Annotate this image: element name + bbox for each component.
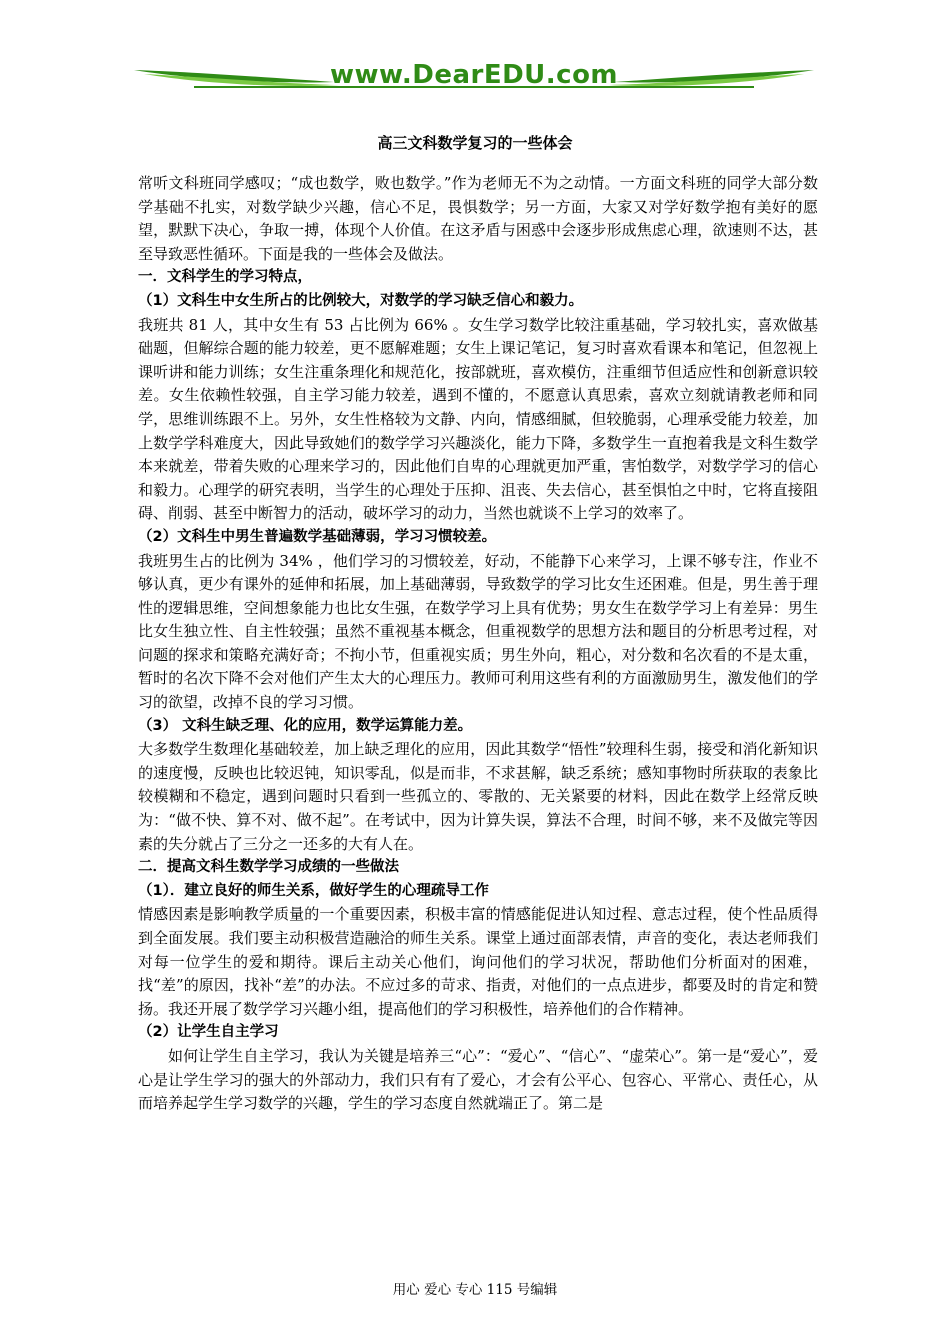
document-title: 高三文科数学复习的一些体会 xyxy=(377,134,573,152)
paragraph: 我班男生占的比例为 34% ，他们学习的习惯较差，好动，不能静下心来学习，上课不够专注，作业不够认真，更少有课外的延伸和拓展，加上基础薄弱，导致数学的学习比女生还困难。但是，男生善于理性的逻辑思维，空间想象能力也比女生强，在数学学习上具有优势；男女生在数学学习上有差异：男生比女生独立性、自主性较强；虽然不重视基本概念，但重视数学的思想方法和题目的分析思考过程，对问题的探求和策略充满好奇；不拘小节，但重视实质；男生外向，粗心，对分数和名次看的不是太重，暂时的名次下降不会对他们产生太大的心理压力。教师可利用这些有利的方面激励男生，激发他们的学习的欲望，改掉不良的学习习惯。 xyxy=(138,551,818,712)
section-heading: （2）文科生中男生普遍数学基础薄弱，学习习惯较差。 xyxy=(138,528,497,545)
section-heading: （1）．建立良好的师生关系，做好学生的心理疏导工作 xyxy=(138,882,489,899)
section-heading: （3） 文科生缺乏理、化的应用，数学运算能力差。 xyxy=(138,717,473,734)
paragraph: 常听文科班同学感叹；“成也数学，败也数学。”作为老师无不为之动情。一方面文科班的同学大部分数学基础不扎实，对数学缺少兴趣，信心不足，畏惧数学；另一方面，大家又对学好数学抱有美好的愿望，默默下决心，争取一搏，体现个人价值。在这矛盾与困惑中会逐步形成焦虑心理，欲速则不达，甚至导致恶性循环。下面是我的一些体会及做法。 xyxy=(138,174,818,263)
paragraph: 如何让学生自主学习，我认为关键是培养三“心”：“爱心”、“信心”、“虚荣心”。第一是“爱心”，爱心是让学生学习的强大的外部动力，我们只有有了爱心，才会有公平心、包容心、平常心、责任心，从而培养起学生学习数学的兴趣，学生的学习态度自然就端正了。第二是 xyxy=(138,1046,818,1113)
paragraph: 我班共 81 人，其中女生有 53 占比例为 66% 。女生学习数学比较注重基础，学习较扎实，喜欢做基础题，但解综合题的能力较差，更不愿解难题；女生上课记笔记，复习时喜欢看课本和笔记，但忽视上课听讲和能力训练；女生注重条理化和规范化，按部就班，喜欢模仿，注重细节但适应性和创新意识较差。女生依赖性较强，自主学习能力较差，遇到不懂的，不愿意认真思索，喜欢立刻就请教老师和同学，思维训练跟不上。另外，女生性格较为文静、内向，情感细腻，但较脆弱，心理承受能力较差，加上数学学科难度大，因此导致她们的数学学习兴趣淡化，能力下降，多数学生一直抱着我是文科生数学本来就差，带着失败的心理来学习的，因此他们自卑的心理就更加严重，害怕数学，对数学学习的信心和毅力。心理学的研究表明，当学生的心理处于压抑、沮丧、失去信心，甚至惧怕之中时，它将直接阻碍、削弱、甚至中断智力的活动，破坏学习的动力，当然也就谈不上学习的效率了。 xyxy=(138,315,818,523)
document-body xyxy=(138,172,818,1116)
header-banner xyxy=(134,58,814,102)
page-footer: 用心 爱心 专心 115 号编辑 xyxy=(392,1282,558,1298)
section-heading: （1）文科生中女生所占的比例较大，对数学的学习缺乏信心和毅力。 xyxy=(138,292,584,309)
section-heading: （2）让学生自主学习 xyxy=(138,1024,279,1041)
paragraph: 大多数学生数理化基础较差，加上缺乏理化的应用，因此其数学“悟性”较理科生弱，接受和消化新知识的速度慢，反映也比较迟钝，知识零乱，似是而非，不求甚解，缺乏系统；感知事物时所获取的表象比较模糊和不稳定，遇到问题时只看到一些孤立的、零散的、无关紧要的材料，因此在数学上经常反映为：“做不快、算不对、做不起”。在考试中，因为计算失误，算法不合理，时间不够，来不及做完等因素的失分就占了三分之一还多的大有人在。 xyxy=(138,740,818,853)
section-heading: 一．文科学生的学习特点， xyxy=(138,269,312,286)
section-heading: 二．提高文科生数学学习成绩的一些做法 xyxy=(138,859,399,876)
paragraph: 情感因素是影响教学质量的一个重要因素，积极丰富的情感能促进认知过程、意志过程，使个性品质得到全面发展。我们要主动积极营造融洽的师生关系。课堂上通过面部表情，声音的变化，表达老师我们对每一位学生的爱和期待。课后主动关心他们，询问他们的学习状况，帮助他们分析面对的困难，找“差”的原因，找补“差”的办法。不应过多的苛求、指责，对他们的一点点进步，都要及时的肯定和赞扬。我还开展了数学学习兴趣小组，提高他们的学习积极性，培养他们的合作精神。 xyxy=(138,905,818,1018)
site-name: www.DearEDU.com xyxy=(329,60,619,90)
